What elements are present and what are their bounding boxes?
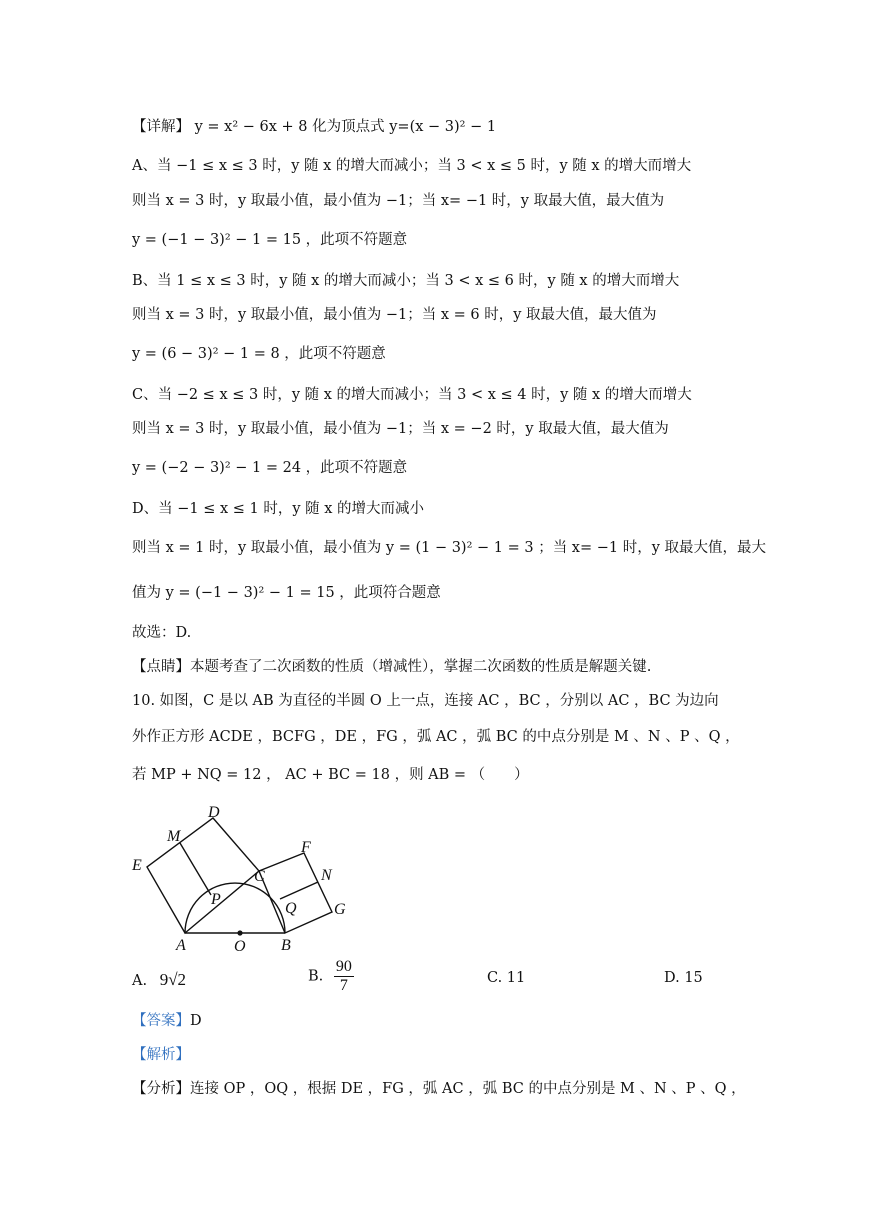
detail-line-5: B、当 1 ≤ x ≤ 3 时，y 随 x 的增大而减小；当 3 < x ≤ 6 时，y 随 x 的增大而增大 xyxy=(132,273,680,289)
label-d: D xyxy=(208,804,220,821)
option-a xyxy=(132,970,186,990)
detail-line-2: A、当 −1 ≤ x ≤ 3 时，y 随 x 的增大而减小；当 3 < x ≤ 5 时，y 随 x 的增大而增大 xyxy=(132,158,692,174)
label-c: C xyxy=(254,868,265,885)
segment-nq xyxy=(280,882,318,899)
label-q: Q xyxy=(285,900,297,917)
detail-line-13: 值为 y = (−1 − 3)² − 1 = 15 ，此项符合题意 xyxy=(132,585,441,601)
label-e: E xyxy=(132,857,142,874)
comment-line: 【点睛】本题考查了二次函数的性质（增减性），掌握二次函数的性质是解题关键. xyxy=(132,659,652,675)
option-a-value: 9√2 xyxy=(159,970,187,989)
label-a: A xyxy=(176,937,186,954)
detail-line-10: y = (−2 − 3)² − 1 = 24 ，此项不符题意 xyxy=(132,460,408,476)
option-b-label: B. xyxy=(308,968,324,985)
segment-mp xyxy=(180,843,211,895)
option-b-fraction xyxy=(334,958,354,995)
geometry-figure xyxy=(128,800,358,960)
detail-line-9: 则当 x = 3 时，y 取最小值，最小值为 −1；当 x = −2 时，y 取最大值，最大值为 xyxy=(132,421,669,437)
option-b-numerator: 90 xyxy=(335,958,352,975)
label-p: P xyxy=(211,891,221,908)
center-point-o xyxy=(237,930,242,935)
detail-line-3: 则当 x = 3 时，y 取最小值，最小值为 −1；当 x= −1 时，y 取最大值，最大值为 xyxy=(132,193,665,209)
question-line-1: 10. 如图，C 是以 AB 为直径的半圆 O 上一点，连接 AC ，BC ，分别以 AC ，BC 为边向 xyxy=(132,693,719,709)
answer-tag: 【答案】 xyxy=(132,1013,190,1029)
detail-line-1: 【详解】 y = x² − 6x + 8 化为顶点式 y=(x − 3)² − 1 xyxy=(132,119,497,135)
option-b xyxy=(308,958,354,995)
option-d: D. 15 xyxy=(664,970,703,986)
detail-line-4: y = (−1 − 3)² − 1 = 15 ，此项不符题意 xyxy=(132,232,408,248)
label-f: F xyxy=(301,839,311,856)
detail-line-12: 则当 x = 1 时，y 取最小值，最小值为 y = (1 − 3)² − 1 = 3 ；当 x= −1 时，y 取最大值，最大 xyxy=(132,540,767,556)
label-m: M xyxy=(167,828,181,845)
analysis-tag: 【解析】 xyxy=(132,1047,190,1063)
label-n: N xyxy=(321,867,332,884)
analysis-line-1: 【分析】连接 OP ，OQ ，根据 DE ，FG ，弧 AC ，弧 BC 的中点分别是 M 、N 、P 、Q ， xyxy=(132,1081,746,1097)
detail-line-6: 则当 x = 3 时，y 取最小值，最小值为 −1；当 x = 6 时，y 取最大值，最大值为 xyxy=(132,307,657,323)
option-a-label: A. xyxy=(132,973,148,989)
detail-line-8: C、当 −2 ≤ x ≤ 3 时，y 随 x 的增大而减小；当 3 < x ≤ 4 时，y 随 x 的增大而增大 xyxy=(132,387,692,403)
detail-line-7: y = (6 − 3)² − 1 = 8 ，此项不符题意 xyxy=(132,346,386,362)
square-acde xyxy=(147,818,259,933)
label-o: O xyxy=(234,938,246,955)
option-c: C. 11 xyxy=(487,970,526,986)
detail-line-11: D、当 −1 ≤ x ≤ 1 时，y 随 x 的增大而减小 xyxy=(132,501,425,517)
answer-value: D xyxy=(190,1013,202,1029)
question-line-3: 若 MP + NQ = 12 ， AC + BC = 18 ，则 AB = （ ） xyxy=(132,767,529,783)
choice-line: 故选：D. xyxy=(132,625,192,641)
option-b-denominator: 7 xyxy=(339,977,348,994)
answer-line xyxy=(132,1010,202,1032)
square-bcfg xyxy=(259,853,332,933)
question-line-2: 外作正方形 ACDE ，BCFG ，DE ，FG ，弧 AC ，弧 BC 的中点分别是 M 、N 、P 、Q ， xyxy=(132,729,740,745)
label-b: B xyxy=(281,937,291,954)
label-g: G xyxy=(334,901,346,918)
